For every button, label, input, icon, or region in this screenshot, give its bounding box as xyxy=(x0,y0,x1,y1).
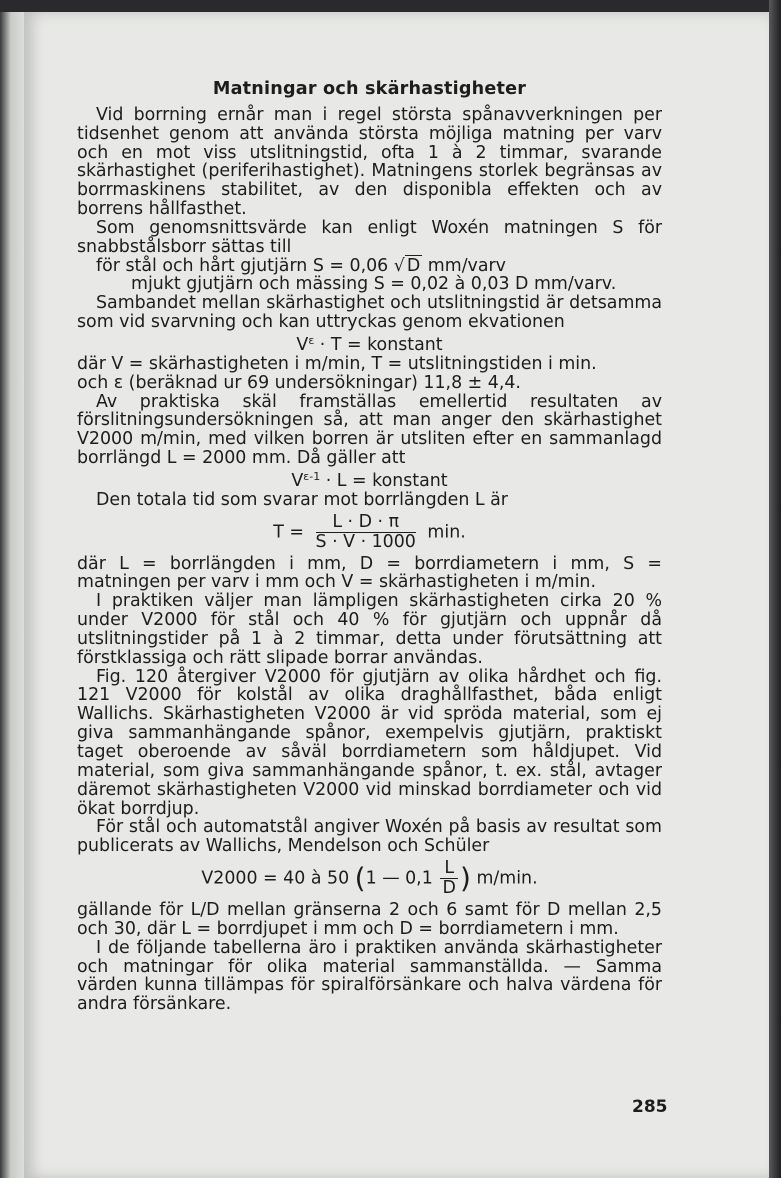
left-page-edge xyxy=(0,12,24,1178)
page-content xyxy=(77,80,662,1014)
section-title: Matningar och skärhastigheter xyxy=(212,79,527,99)
formula-feed-steel: för stål och hårt gjutjärn S = 0,06 √ D mm/varv xyxy=(96,255,506,276)
page-top-edge xyxy=(0,0,781,12)
paragraph-tables: I de följande tabellerna äro i praktiken använda skärhastigheter och matningar för olika material sammanställda. — Samma värden kunna tillämpas för spiralförsänkare och halva värdena för andra försänkare. xyxy=(77,937,662,1015)
paragraph-in-practice: I praktiken väljer man lämpligen skärhastigheten cirka 20 % under V2000 för stål och 40 % för gjutjärn och uppnår då utslitningstider på 1 à 2 timmar, detta under förutsättning att förstklassiga och rätt slipade borrar användas. xyxy=(77,591,662,668)
fraction: $\frac{L}{D}$ xyxy=(440,859,458,898)
equation-total-time: T = $\frac{L \cdot D \cdot \pi}{S \cdot V \cdot 1000}$ min. xyxy=(273,511,466,552)
paragraph-total-time: Den totala tid som svarar mot borrlängden L är xyxy=(96,489,508,510)
formula-feed xyxy=(77,257,662,295)
sqrt-symbol: √ xyxy=(393,255,405,276)
equation-v2000: V2000 = 40 à 50 (1 — 0,1 $\frac{L}{D}$ ) m/min. xyxy=(201,858,538,899)
formula-feed-soft: mjukt gjutjärn och mässing S = 0,02 à 0,03 D mm/varv. xyxy=(131,274,617,295)
equation-taylor: $V^\varepsilon \cdot T$ = konstant xyxy=(296,333,443,355)
paragraph-feed-average: Som genomsnittsvärde kan enligt Woxén matningen S för snabbstålsborr sättas till xyxy=(77,217,662,257)
paragraph-definitions-b: och ε (beräknad ur 69 undersökningar) 11,8 ± 4,4. xyxy=(77,372,521,393)
paragraph-variables: där L = borrlängden i mm, D = borrdiametern i mm, S = matningen per varv i mm och V = skärhastigheten i m/min. xyxy=(77,553,662,593)
page-number: 285 xyxy=(632,1097,668,1117)
page-right-edge xyxy=(769,0,781,1178)
fraction: $\frac{L \cdot D \cdot \pi}{S \cdot V \cdot 1000}$ xyxy=(315,511,416,552)
paragraph-valid-range: gällande för L/D mellan gränserna 2 och 6 samt för D mellan 2,5 och 30, där L = borrdjupet i mm och D = borrdiametern i mm. xyxy=(77,900,662,939)
paragraph-figures: Fig. 120 återgiver V2000 för gjutjärn av olika hårdhet och fig. 121 V2000 för kolstål av olika draghållfasthet, båda enligt Wallichs. Skärhastigheten V2000 är vid spröda material, som ej giva sammanhängande spånor, exempelvis gjutjärn, praktiskt taget oberoende av såväl borrdiametern som håldjupet. Vid material, som giva sammanhängande spånor, t. ex. stål, avtager däremot skärhastigheten V2000 vid minskad borrdiameter och vid ökat borrdjup. xyxy=(77,666,662,819)
equation-length: $V^{\varepsilon-1} \cdot L$ = konstant xyxy=(291,469,448,491)
paragraph-practical: Av praktiska skäl framställas emellertid resultaten av förslitningsundersökningen så, att man anger den skärhastighet V2000 m/min, med vilken borren är utsliten efter en sammanlagd borrlängd L = 2000 mm. Då gäller att xyxy=(77,391,662,469)
paragraph-intro: Vid borrning ernår man i regel största spånavverkningen per tidsenhet genom att använda största möjliga matning per varv och en mot viss utslitningstid, ofta 1 à 2 timmar, svarande skärhastighet (periferihastighet). Matningens storlek begränsas av borrmaskinens stabilitet, av den disponibla effekten och av borrens hållfasthet. xyxy=(77,104,662,220)
paragraph-definitions-a: där V = skärhastigheten i m/min, T = utslitningstiden i min. xyxy=(77,353,597,374)
paragraph-relation: Sambandet mellan skärhastighet och utslitningstid är detsamma som vid svarvning och kan uttryckas genom ekvationen xyxy=(77,293,662,333)
paragraph-woxen: För stål och automatstål angiver Woxén på basis av resultat som publicerats av Wallichs, Mendelson och Schüler xyxy=(77,817,662,857)
